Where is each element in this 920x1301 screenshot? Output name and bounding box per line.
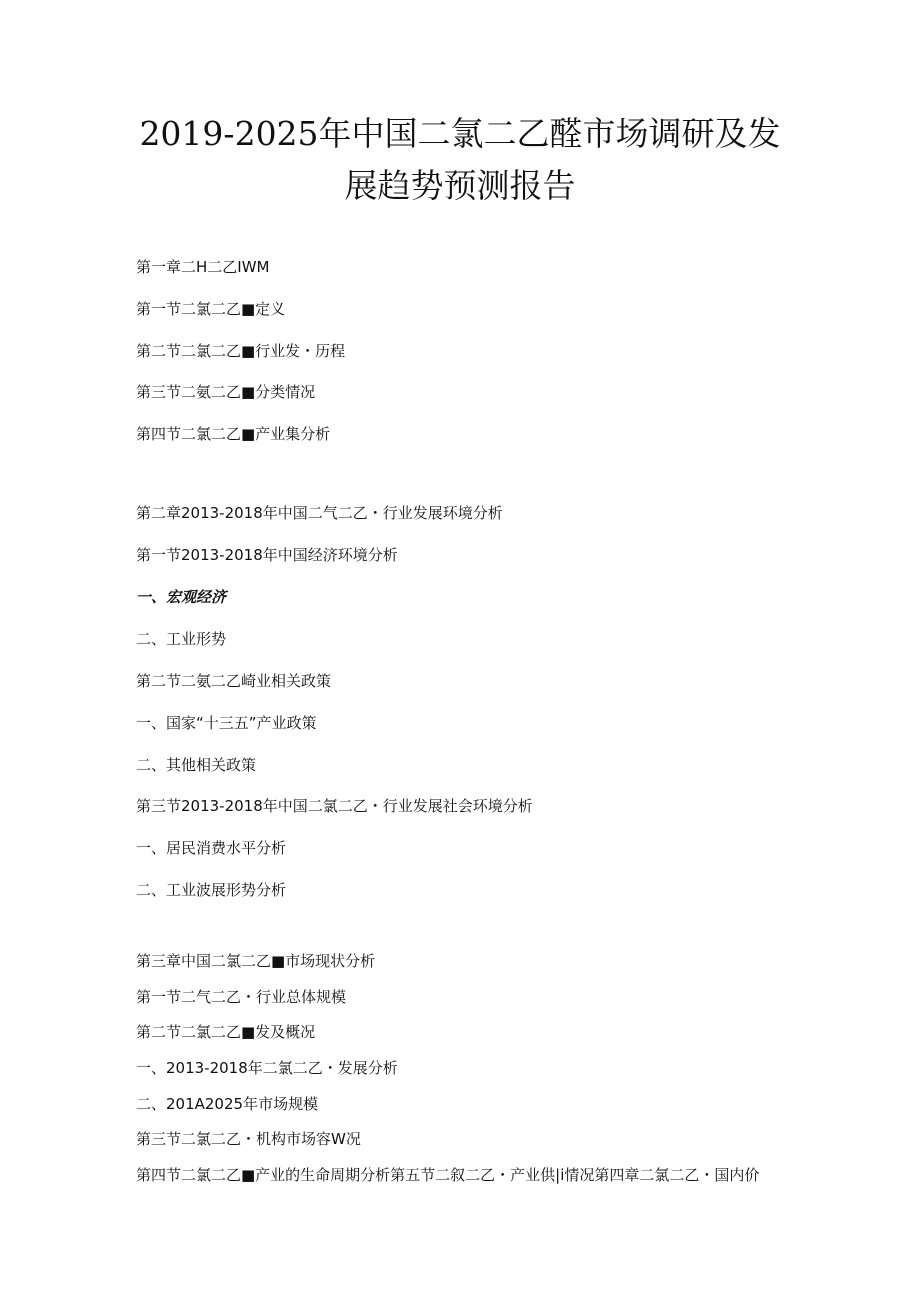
toc-item: 第四节二氯二乙■产业的生命周期分析第五节二叙二乙・产业供|i情况第四章二氯二乙・国内价 bbox=[136, 1166, 760, 1184]
toc-item: 二、201A2025年市场规模 bbox=[136, 1095, 319, 1113]
document-title bbox=[120, 108, 800, 212]
toc-item: 二、工业形势 bbox=[136, 630, 227, 648]
toc-item: 二、其他相关政策 bbox=[136, 756, 257, 774]
toc-item: 第二节二氨二乙崎业相关政策 bbox=[136, 672, 332, 690]
toc-item-emphasis: 一、宏观经济 bbox=[136, 588, 227, 606]
toc-item: 一、2013-2018年二氯二乙・发展分析 bbox=[136, 1059, 398, 1077]
toc-item: 第三节二氨二乙■分类情况 bbox=[136, 383, 316, 401]
toc-item: 一、国家“十三五”产业政策 bbox=[136, 714, 317, 732]
toc-item: 第三节二氯二乙・机构市场容W况 bbox=[136, 1130, 361, 1148]
toc-item: 第二节二氯二乙■发及概况 bbox=[136, 1023, 316, 1041]
title-line-2: 展趋势预测报告 bbox=[344, 166, 576, 205]
toc-chapter-2: 第二章2013-2018年中国二气二乙・行业发展环境分析 bbox=[136, 504, 503, 522]
toc-chapter-3: 第三章中国二氯二乙■市场现状分析 bbox=[136, 952, 376, 970]
toc-item: 第四节二氯二乙■产业集分析 bbox=[136, 425, 331, 443]
toc-chapter-1: 第一章二H二乙IWM bbox=[136, 258, 270, 276]
toc-item: 第一节2013-2018年中国经济环境分析 bbox=[136, 546, 398, 564]
toc-item: 第二节二氯二乙■行业发・历程 bbox=[136, 342, 346, 360]
toc-item: 第三节2013-2018年中国二氯二乙・行业发展社会环境分析 bbox=[136, 797, 533, 815]
toc-item: 第一节二气二乙・行业总体规模 bbox=[136, 988, 347, 1006]
title-line-1: 2019-2025年中国二氯二乙醛市场调研及发 bbox=[139, 114, 781, 153]
toc-item: 二、工业波展形势分析 bbox=[136, 881, 287, 899]
toc-item: 一、居民消费水平分析 bbox=[136, 839, 287, 857]
toc-item: 第一节二氯二乙■定义 bbox=[136, 300, 286, 318]
